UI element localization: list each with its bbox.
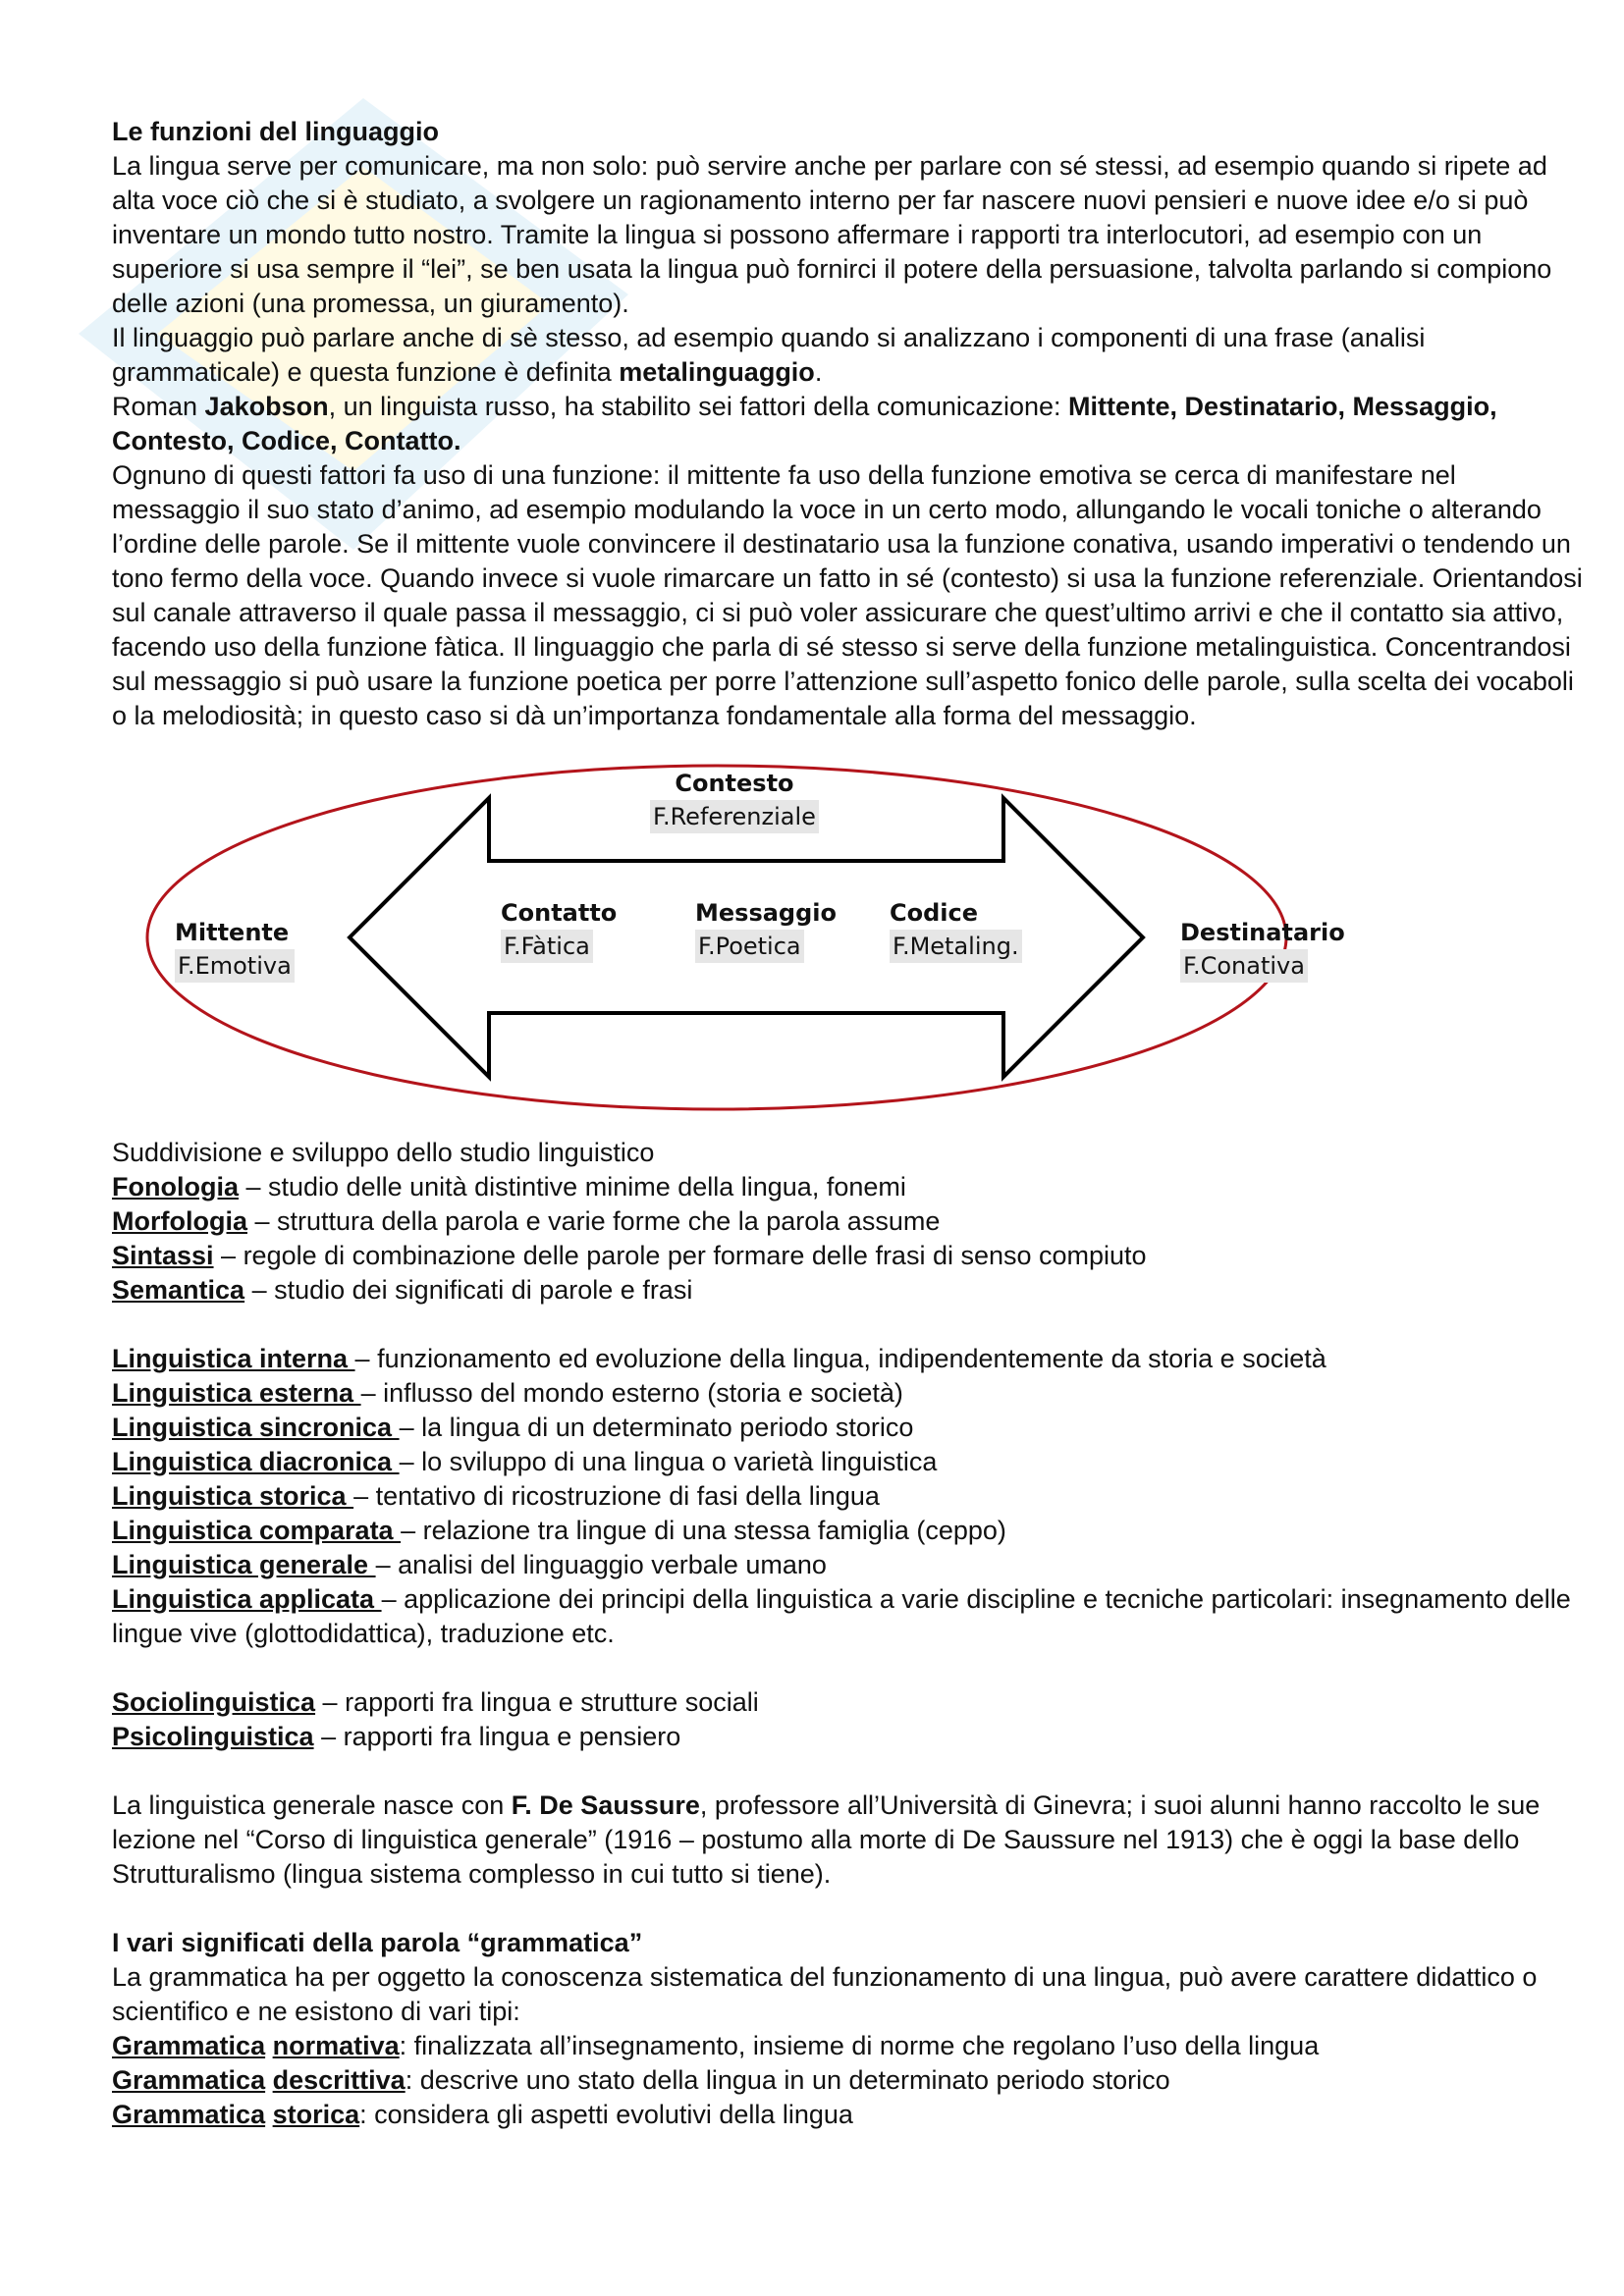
term: Grammatica <box>112 2065 266 2095</box>
label-contatto: Contatto F.Fàtica <box>501 896 617 963</box>
term-type: storica <box>272 2100 360 2129</box>
list-item <box>112 1445 1585 1479</box>
linguistica-list <box>112 1342 1585 1651</box>
list-item <box>112 1239 1585 1273</box>
definition: – relazione tra lingue di una stessa famiglia (ceppo) <box>401 1516 1006 1545</box>
grammatica-list <box>112 2029 1585 2132</box>
term: Grammatica <box>112 2031 266 2060</box>
list-item <box>112 2029 1585 2063</box>
term: Grammatica <box>112 2100 266 2129</box>
list-item <box>112 1411 1585 1445</box>
definition: – struttura della parola e varie forme che la parola assume <box>246 1206 941 1236</box>
list-item <box>112 1548 1585 1582</box>
label-codice: Codice F.Metaling. <box>890 896 1022 963</box>
paragraph: Ognuno di questi fattori fa uso di una funzione: il mittente fa uso della funzione emotiva se cerca di manifestare nel messaggio il suo stato d’animo, ad esempio modulando la voce in un certo modo, allungando le vocali toniche o alterando l’ordine delle parole. Se il mittente vuole convincere il destinatario usa la funzione conativa, usando imperativi o tendendo un tono fermo della voce. Quando invece si vuole rimarcare un fatto in sé (contesto) si usa la funzione referenziale. Orientandosi sul canale attraverso il quale passa il messaggio, ci si può voler assicurare che quest’ultimo arrivi e che il contatto sia attivo, facendo uso della funzione fàtica. Il linguaggio che parla di sé stesso si serve della funzione metalinguistica. Concentrandosi sul messaggio si può usare la funzione poetica per porre l’attenzione sull’aspetto fonico delle parole, sulla scelta dei vocaboli o la melodiosità; in questo caso si dà un’importanza fondamentale alla forma del messaggio. <box>112 460 1583 730</box>
definition: – funzionamento ed evoluzione della lingua, indipendentemente da storia e società <box>354 1344 1326 1373</box>
paragraph: Roman Jakobson, un linguista russo, ha stabilito sei fattori della comunicazione: Mittente, Destinatario, Messaggio, Contesto, Codice, Contatto. <box>112 392 1497 455</box>
definition: : considera gli aspetti evolutivi della lingua <box>359 2100 853 2129</box>
term: Morfologia <box>112 1206 247 1236</box>
diagram-graphics <box>112 753 1585 1126</box>
paragraph: La lingua serve per comunicare, ma non solo: può servire anche per parlare con sé stessi, ad esempio quando si ripete ad alta voce ciò che si è studiato, a svolgere un ragionamento interno per far nascere nuovi pensieri e nuove idee e/o si può inventare un mondo tutto nostro. Tramite la lingua si possono affermare i rapporti tra interlocutori, ad esempio con un superiore si usa sempre il “lei”, se ben usata la lingua può fornirci il potere della persuasione, talvolta parlando si compiono delle azioni (una promessa, un giuramento). <box>112 151 1552 318</box>
list-item <box>112 1170 1585 1204</box>
term-type: normativa <box>272 2031 400 2060</box>
definition: – tentativo di ricostruzione di fasi della lingua <box>353 1481 880 1511</box>
list-item <box>112 1273 1585 1308</box>
list-item <box>112 2098 1585 2132</box>
label-contesto: Contesto F.Referenziale <box>650 767 819 833</box>
list-item <box>112 1342 1585 1376</box>
term: Fonologia <box>112 1172 239 1201</box>
term: Sociolinguistica <box>112 1687 316 1717</box>
term-type: descrittiva <box>272 2065 406 2095</box>
socio-list <box>112 1685 1585 1754</box>
definition: – lo sviluppo di una lingua o varietà linguistica <box>399 1447 938 1476</box>
saussure-paragraph: La linguistica generale nasce con F. De Saussure, professore all’Università di Ginevra; i suoi alunni hanno raccolto le sue lezione nel “Corso di linguistica generale” (1916 – postumo alla morte di De Saussure nel 1913) che è oggi la base dello Strutturalismo (lingua sistema complesso in cui tutto si tiene). <box>112 1790 1541 1889</box>
section-title: I vari significati della parola “grammatica” <box>112 1928 643 1957</box>
document-page <box>112 115 1585 2132</box>
definition: – studio delle unità distintive minime della lingua, fonemi <box>238 1172 906 1201</box>
term: Linguistica generale <box>112 1550 376 1579</box>
definition: – analisi del linguaggio verbale umano <box>375 1550 827 1579</box>
subsection-heading: Suddivisione e sviluppo dello studio linguistico <box>112 1138 655 1167</box>
studio-list <box>112 1170 1585 1308</box>
label-mittente: Mittente F.Emotiva <box>175 916 295 983</box>
label-destinatario: Destinatario F.Conativa <box>1180 916 1345 983</box>
definition: – applicazione dei principi della linguistica a varie discipline e tecniche particolari: insegnamento delle lingue vive (glottodidattica), traduzione etc. <box>112 1584 1571 1648</box>
term: Linguistica sincronica <box>112 1413 400 1442</box>
definition: – rapporti fra lingua e pensiero <box>313 1722 681 1751</box>
definition: – studio dei significati di parole e frasi <box>244 1275 693 1305</box>
definition: – regole di combinazione delle parole per formare delle frasi di senso compiuto <box>213 1241 1147 1270</box>
paragraph: Il linguaggio può parlare anche di sè stesso, ad esempio quando si analizzano i componenti di una frase (analisi grammaticale) e questa funzione è definita metalinguaggio. <box>112 323 1426 387</box>
jakobson-diagram <box>112 753 1585 1126</box>
label-messaggio: Messaggio F.Poetica <box>695 896 837 963</box>
definition: – la lingua di un determinato periodo storico <box>399 1413 914 1442</box>
term: Linguistica diacronica <box>112 1447 400 1476</box>
list-item <box>112 1582 1585 1651</box>
term: Linguistica comparata <box>112 1516 402 1545</box>
term: Sintassi <box>112 1241 214 1270</box>
list-item <box>112 1514 1585 1548</box>
term: Linguistica storica <box>112 1481 354 1511</box>
list-item <box>112 2063 1585 2098</box>
definition: – rapporti fra lingua e strutture sociali <box>315 1687 759 1717</box>
section-title: Le funzioni del linguaggio <box>112 117 439 146</box>
term: Linguistica applicata <box>112 1584 382 1614</box>
term: Semantica <box>112 1275 245 1305</box>
term: Psicolinguistica <box>112 1722 314 1751</box>
paragraph: La grammatica ha per oggetto la conoscenza sistematica del funzionamento di una lingua, può avere carattere didattico o scientifico e ne esistono di vari tipi: <box>112 1962 1538 2026</box>
list-item <box>112 1376 1585 1411</box>
definition: – influsso del mondo esterno (storia e società) <box>360 1378 903 1408</box>
term: Linguistica esterna <box>112 1378 361 1408</box>
definition: : descrive uno stato della lingua in un determinato periodo storico <box>405 2065 1170 2095</box>
list-item <box>112 1479 1585 1514</box>
term: Linguistica interna <box>112 1344 355 1373</box>
list-item <box>112 1720 1585 1754</box>
list-item <box>112 1685 1585 1720</box>
list-item <box>112 1204 1585 1239</box>
definition: : finalizzata all’insegnamento, insieme di norme che regolano l’uso della lingua <box>399 2031 1320 2060</box>
